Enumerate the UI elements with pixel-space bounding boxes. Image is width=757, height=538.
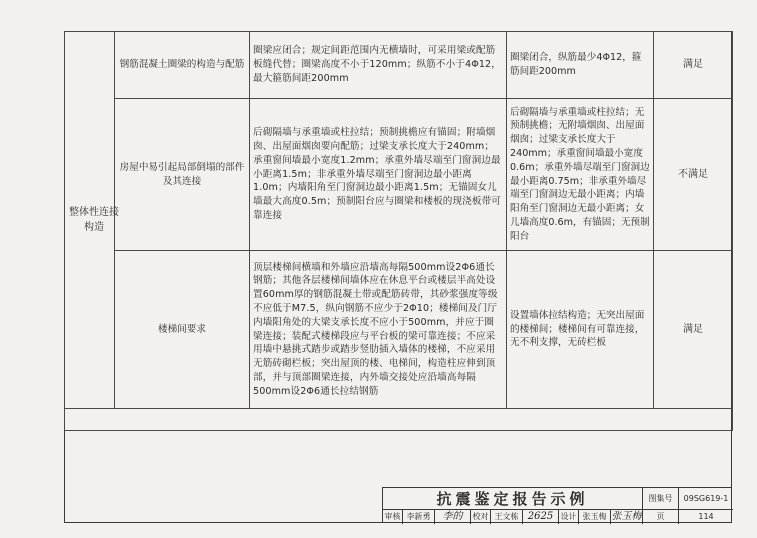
table-row — [65, 99, 733, 251]
item-cell: 楼梯间要求 — [115, 251, 250, 409]
designer-signature: 张玉梅 — [611, 511, 642, 522]
appraisal-table — [64, 31, 733, 431]
requirement-cell: 圈梁应闭合；规定间距范围内无横墙时，可采用梁或配筋板缝代替；圈梁高度不小于120mm；纵筋不小于4Φ12，最大箍筋间距200mm — [250, 32, 507, 99]
title-block — [382, 487, 732, 523]
group-label: 整体性连接构造 — [69, 207, 119, 233]
conclusion-cell: 满足 — [654, 32, 733, 99]
observation-cell: 后砌隔墙与承重墙或柱拉结；无预制挑檐；无附墙烟囱、出屋面烟囱；过梁支承长度大于240mm；承重窗间墙最小宽度0.6m；承重外墙尽端至门窗洞边最小距离0.75m；非承重外墙尽端至门窗洞边无最小距离；内墙阳角至门窗洞边无最小距离；女儿墙高度0.6m，有锚固；无预制阳台 — [507, 99, 654, 251]
reviewer-name: 李新勇 — [403, 510, 435, 524]
page-number: 114 — [698, 512, 714, 521]
conclusion-cell: 不满足 — [654, 99, 733, 251]
atlas-number: 09SG619-1 — [679, 488, 733, 510]
empty-cell — [65, 409, 733, 431]
drawing-title: 抗震鉴定报告示例 — [383, 488, 643, 510]
design-label: 设计 — [559, 510, 579, 524]
page-label: 页 — [643, 510, 679, 524]
checker-name: 王文栋 — [491, 510, 523, 524]
table-row — [65, 251, 733, 409]
item-cell: 钢筋混凝土圈梁的构造与配筋 — [115, 32, 250, 99]
review-label: 审核 — [383, 510, 403, 524]
requirement-cell: 后砌隔墙与承重墙或柱拉结；预制挑檐应有锚固；附墙烟囱、出屋面烟囱要向配筋；过梁支承长度大于240mm；承重窗间墙最小宽度1.2mm；承重外墙尽端至门窗洞边最小距离1.5m；非承重外墙尽端至门窗洞边最小距离1.0m；内墙阳角至门窗洞边最小距离1.5m；无锚固女儿墙最大高度0.5m；预制阳台应与圈梁和楼板的现浇板带可靠连接 — [250, 99, 507, 251]
atlas-label: 图集号 — [643, 488, 679, 510]
checker-signature: 2625 — [523, 510, 559, 524]
empty-row — [65, 409, 733, 431]
conclusion-cell: 满足 — [654, 251, 733, 409]
reviewer-signature: 李的 — [435, 510, 471, 524]
designer-name: 张玉梅 — [579, 510, 611, 524]
group-label-cell — [65, 32, 119, 409]
item-cell: 房屋中易引起局部倒塌的部件及其连接 — [115, 99, 250, 251]
observation-cell: 设置墙体拉结构造；无突出屋面的楼梯间；楼梯间有可靠连接，无不利支撑，无砖栏板 — [507, 251, 654, 409]
table-row — [65, 32, 733, 99]
requirement-cell: 顶层楼梯间横墙和外墙应沿墙高每隔500mm设2Φ6通长钢筋；其他各层楼梯间墙体应在休息平台或楼层半高处设置60mm厚的钢筋混凝土带或配筋砖带，其砂浆强度等级不应低于M7.5，纵向钢筋不应少于2Φ10；楼梯间及门厅内墙阳角处的大梁支承长度不应小于500mm，并应于圈梁连接；装配式楼梯段应与平台板的梁可靠连接；不应采用墙中悬挑式踏步或踏步竖肋插入墙体的楼梯，不应采用无筋砖砌栏板；突出屋顶的楼、电梯间，构造柱应伸到顶部，并与顶部圈梁连接，内外墙交接处应沿墙高每隔500mm设2Φ6通长拉结钢筋 — [250, 251, 507, 409]
observation-cell: 圈梁闭合，纵筋最少4Φ12，箍筋间距200mm — [507, 32, 654, 99]
check-label: 校对 — [471, 510, 491, 524]
